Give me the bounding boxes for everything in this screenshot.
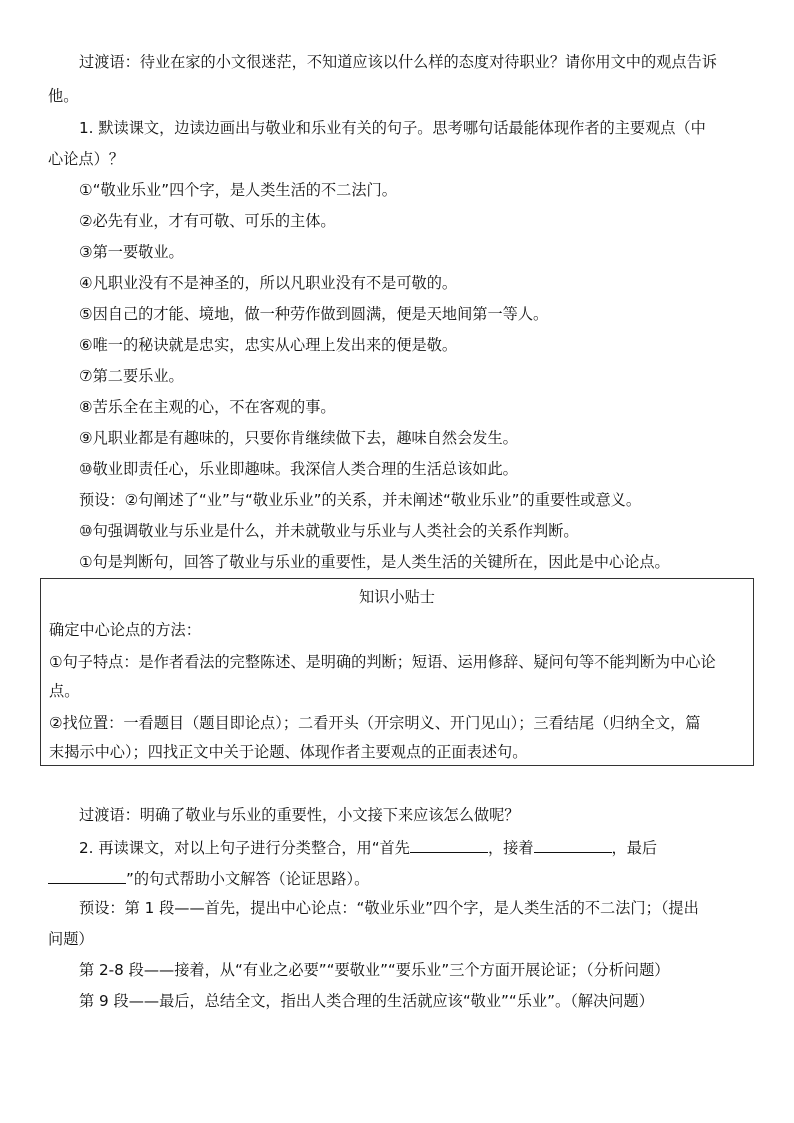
tips-point-1: ①句子特点：是作者看法的完整陈述、是明确的判断；短语、运用修辞、疑问句等不能判断为中心论 [49,653,716,671]
knowledge-tips-box [40,578,754,766]
sentence-item: ⑩敬业即责任心，乐业即趣味。我深信人类合理的生活总该如此。 [79,460,518,478]
tips-heading: 确定中心论点的方法： [49,621,201,639]
answer-blank-next[interactable] [534,836,612,853]
sentence-item: ②必先有业，才有可敬、可乐的主体。 [79,212,336,230]
tips-title: 知识小贴士 [359,588,435,606]
sentence-item: ⑨凡职业都是有趣味的，只要你肯继续做下去，趣味自然会发生。 [79,429,518,447]
tips-point-2: ②找位置：一看题目（题目即论点）；二看开头（开宗明义、开门见山）；三看结尾（归纳全文，篇 [49,714,701,732]
transition-line: 过渡语：待业在家的小文很迷茫，不知道应该以什么样的态度对待职业？请你用文中的观点告诉 [79,53,717,71]
sentence-item: ③第一要敬业。 [79,243,184,261]
sentence-item: ⑥唯一的秘诀就是忠实，忠实从心理上发出来的便是敬。 [79,336,458,354]
question-2 [79,836,657,858]
preset-2-cont: 问题） [48,930,94,948]
preset-line: 预设：②句阐述了“业”与“敬业乐业”的关系，并未阐述“敬业乐业”的重要性或意义。 [79,491,642,509]
question-1-cont: 心论点）？ [48,150,124,168]
q2-text-3: ，最后 [611,839,658,857]
transition-line-2: 过渡语：明确了敬业与乐业的重要性，小文接下来应该怎么做呢？ [79,806,520,824]
sentence-item: ⑦第二要乐业。 [79,367,184,385]
sentence-item: ①“敬业乐业”四个字，是人类生活的不二法门。 [79,181,397,199]
preset-2: 预设：第 1 段——首先，提出中心论点：“敬业乐业”四个字，是人类生活的不二法门；（提出 [79,899,699,917]
sentence-item: ④凡职业没有不是神圣的，所以凡职业没有不是可敬的。 [79,274,458,292]
tips-point-2-cont: 末揭示中心）；四找正文中关于论题、体现作者主要观点的正面表述句。 [49,743,528,761]
preset-line: ①句是判断句，回答了敬业与乐业的重要性，是人类生活的关键所在，因此是中心论点。 [79,553,670,571]
answer-blank-first[interactable] [410,836,488,853]
para-2-8-line: 第 2-8 段——接着，从“有业之必要”“要敬业”“要乐业”三个方面开展论证；（分析问题） [79,961,670,979]
q2-text-4: ”的句式帮助小文解答（论证思路）。 [126,870,370,888]
question-2-cont [48,867,369,889]
question-1: 1. 默读课文，边读边画出与敬业和乐业有关的句子。思考哪句话最能体现作者的主要观点（中 [79,119,706,137]
transition-line-cont: 他。 [48,87,79,105]
sentence-item: ⑤因自己的才能、境地，做一种劳作做到圆满，便是天地间第一等人。 [79,305,549,323]
q2-text-2: ，接着 [487,839,534,857]
preset-line: ⑩句强调敬业与乐业是什么，并未就敬业与乐业与人类社会的关系作判断。 [79,522,579,540]
q2-text-1: 2. 再读课文，对以上句子进行分类整合，用“首先 [79,839,410,857]
tips-point-1-cont: 点。 [49,682,80,700]
para-9-line: 第 9 段——最后，总结全文，指出人类合理的生活就应该“敬业”“乐业”。（解决问题） [79,992,654,1010]
answer-blank-last[interactable] [48,867,126,884]
sentence-item: ⑧苦乐全在主观的心，不在客观的事。 [79,398,336,416]
